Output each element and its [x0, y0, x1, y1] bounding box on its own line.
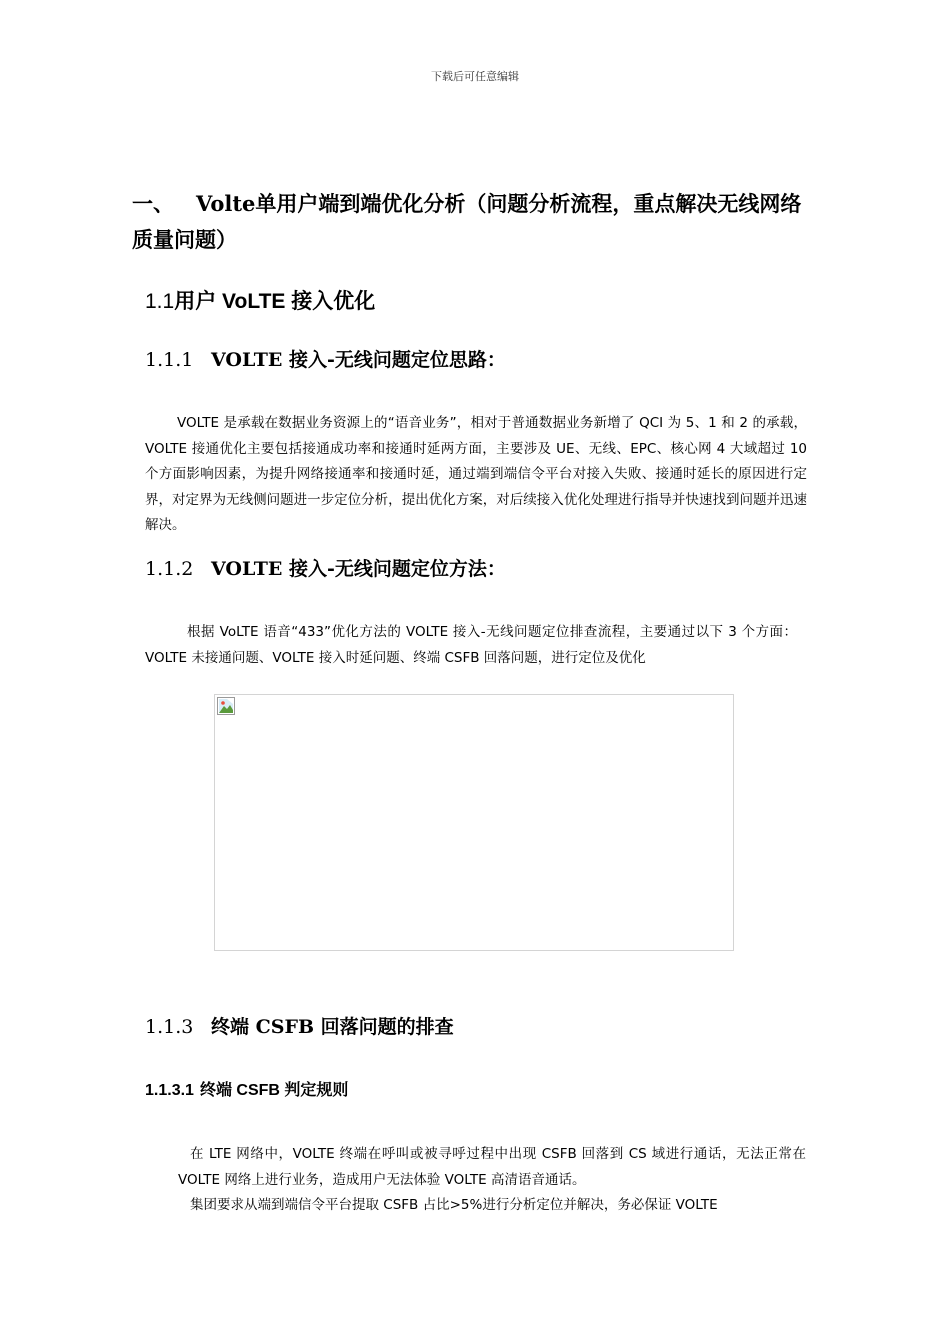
heading-1-1-3-number: 1.1.3 [145, 1016, 194, 1038]
heading-1-1-1 [145, 347, 506, 373]
heading-1-1-2-text: VOLTE 接入-无线问题定位方法： [211, 558, 506, 580]
paragraph-1-1-2: 根据 VoLTE 语音“433”优化方法的 VOLTE 接入-无线问题定位排查流程，主要通过以下 3 个方面：VOLTE 未接通问题、VOLTE 接入时延问题、终端 CSFB 回落问题，进行定位及优化 [145, 624, 797, 666]
page-header-note: 下载后可任意编辑 [431, 70, 519, 83]
heading-1-1-text: 用户 VoLTE 接入优化 [174, 290, 376, 313]
heading-1-1 [145, 288, 375, 316]
heading-1 [132, 186, 822, 258]
heading-1-1-2-number: 1.1.2 [145, 558, 194, 580]
heading-1-number: 一、 [132, 191, 174, 216]
heading-1-text: Volte单用户端到端优化分析（问题分析流程，重点解决无线网络质量问题） [132, 191, 802, 252]
paragraph-1-1-3-1-a: 在 LTE 网络中，VOLTE 终端在呼叫或被寻呼过程中出现 CSFB 回落到 CS 域进行通话，无法正常在 VOLTE 网络上进行业务，造成用户无法体验 VOLTE 高清语音通话。 [178, 1146, 806, 1188]
heading-1-1-3 [145, 1014, 454, 1040]
paragraph-1-1-1: VOLTE 是承载在数据业务资源上的“语音业务”，相对于普通数据业务新增了 QCI 为 5、1 和 2 的承载，VOLTE 接通优化主要包括接通成功率和接通时延两方面，主要涉及 UE、无线、EPC、核心网 4 大域超过 10 个方面影响因素，为提升网络接通率和接通时延，通过端到端信令平台对接入失败、接通时延长的原因进行定界，对定界为无线侧问题进一步定位分析，提出优化方案，对后续接入优化处理进行指导并快速找到问题并迅速解决。 [145, 415, 807, 533]
heading-1-1-3-text: 终端 CSFB 回落问题的排查 [211, 1016, 454, 1038]
heading-1-1-1-number: 1.1.1 [145, 349, 194, 371]
heading-1-1-number: 1.1 [145, 290, 175, 313]
flowchart-image-placeholder [214, 694, 734, 951]
heading-1-1-1-text: VOLTE 接入-无线问题定位思路： [211, 349, 506, 371]
heading-1-1-3-1 [145, 1080, 348, 1102]
heading-1-1-3-1-text: 终端 CSFB 判定规则 [199, 1082, 349, 1099]
paragraph-1-1-3-1-b: 集团要求从端到端信令平台提取 CSFB 占比>5%进行分析定位并解决，务必保证 VOLTE [190, 1197, 718, 1213]
heading-1-1-3-1-number: 1.1.3.1 [145, 1082, 194, 1099]
broken-image-icon [217, 697, 235, 715]
heading-1-1-2 [145, 556, 506, 582]
